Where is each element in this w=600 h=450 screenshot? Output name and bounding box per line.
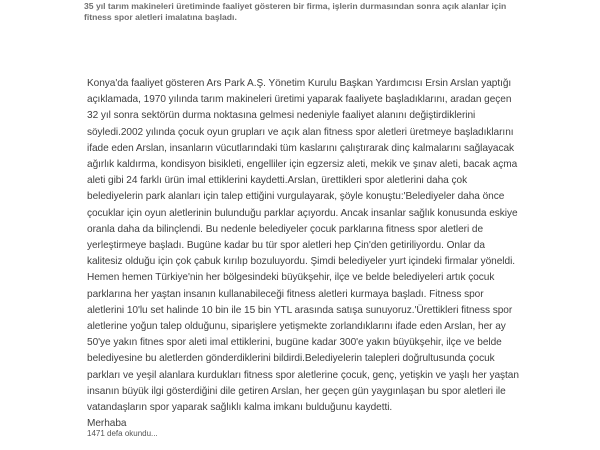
body-line: Merhaba <box>87 418 127 430</box>
body-line: söyledi.2002 yılında çocuk oyun grupları ve açık alan fitness spor aletleri üretmeye başladıklarını <box>87 126 514 138</box>
body-line: açıklamada, 1970 yılında tarım makineleri üretimi yaparak faaliyete başladıklarını, aradan geçen <box>87 94 512 106</box>
body-line: aletlerine yoğun talep olduğunu, siparişlere yetişmekte zorlandıklarını ifade eden Arslan, her ay <box>87 321 506 333</box>
body-line: 32 yıl sonra sektörün durma noktasına gelmesi nedeniyle faaliyet alanını değiştirdiklerini <box>87 110 476 122</box>
body-line: Hemen hemen Türkiye'nin her bölgesindeki büyükşehir, ilçe ve belde belediyeleri artık çocuk <box>87 272 495 284</box>
body-line: insanın büyük ilgi gösterdiğini dile getiren Arslan, her geçen gün yaygınlaşan bu spor aletleri ile <box>87 385 506 397</box>
body-line: Konya'da faaliyet gösteren Ars Park A.Ş. Yönetim Kurulu Başkan Yardımcısı Ersin Arslan yaptığı <box>87 78 512 89</box>
body-line: çocuklar için oyun aletlerinin bulunduğu parklar açıyordu. Ancak insanlar sağlık konusunda eskiye <box>87 207 518 219</box>
body-line: ifade eden Arslan, insanların vücutlarındaki tüm kaslarını çalıştırarak dinç kalmalarını sağlayacak <box>87 142 515 154</box>
body-line: parklarına her yaştan insanın kullanabileceği fitness aletleri kurmaya başladı. Fitness spor <box>87 288 484 300</box>
body-line: oranla daha da bilinçlendi. Bu nedenle belediyeler çocuk parklarına fitness spor aletleri de <box>87 223 484 235</box>
body-line: vatandaşların spor yaparak sağlıklı kalma imkanı bulduğunu kaydetti. <box>87 402 393 414</box>
body-line: belediyesine bu aletlerden gönderdiklerini bildirdi.Belediyelerin talepleri doğrultusunda çocuk <box>87 353 495 365</box>
body-line: parkları ve yeşil alanlara kurdukları fitness spor aletlerine çocuk, genç, yetişkin ve yaşlı her yaştan <box>87 369 519 381</box>
lead-line: 35 yıl tarım makineleri üretiminde faaliyet gösteren bir firma, işlerin durmasından sonra açık alanlar için <box>84 1 507 11</box>
body-line: ağırlık kaldırma, kondisyon bisikleti, engelliler için egzersiz aleti, mekik ve şınav aleti, bacak açma <box>87 159 518 171</box>
view-count: 1471 defa okundu... <box>87 429 158 438</box>
body-line: kalitesiz olduğu için çok çabuk kırılıp bozuluyordu. Şimdi belediyeler yurt içindeki firmalar yöneldi. <box>87 256 516 268</box>
body-line: aletlerini 10'lu set halinde 10 bin ile 15 bin YTL arasında satışa sunuyoruz.'Ürettikleri fitness spor <box>87 304 513 316</box>
body-line: belediyelerin park alanları için talep ettiğini vurgulayarak, şöyle konuştu:'Belediyeler daha önce <box>87 191 505 203</box>
body-line: 50'ye yakın fitnes spor aleti imal ettiklerini, bugüne kadar 300'e yakın büyükşehir, ilçe ve belde <box>87 337 502 349</box>
lead-line: fitness spor aletleri imalatına başladı. <box>84 12 237 22</box>
body-line: yerleştirmeye başladı. Bugüne kadar bu tür spor aletleri hep Çin'den getiriliyordu. Onlar da <box>87 240 485 252</box>
body-line: aleti gibi 24 farklı ürün imal ettiklerini kaydetti.Arslan, ürettikleri spor aletlerini daha çok <box>87 175 468 187</box>
article-body <box>87 76 519 432</box>
article-lead <box>84 1 507 23</box>
